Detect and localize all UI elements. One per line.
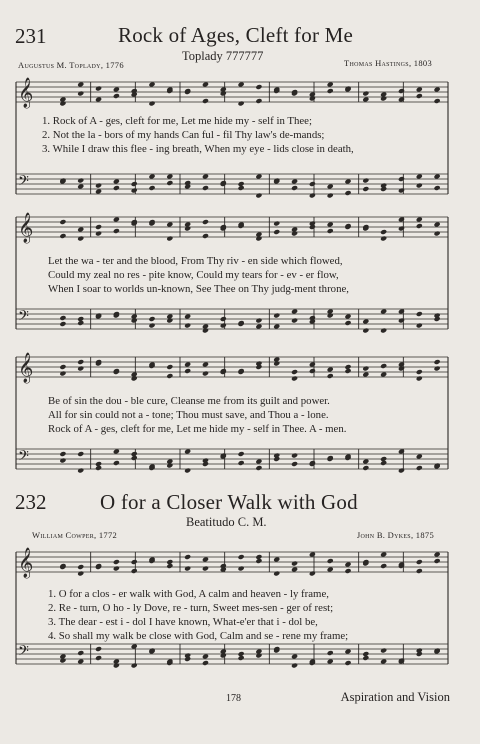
svg-text:𝄢: 𝄢 (18, 173, 29, 193)
lyric-line: 2. Re - turn, O ho - ly Dove, re - turn, Sweet mes-sen - ger of rest; (48, 602, 334, 614)
svg-text:𝄢: 𝄢 (18, 448, 29, 468)
lyric-line: 3. The dear - est i - dol I have known, What-e'er that i - dol be, (48, 616, 318, 628)
lyric-line: Rock of A - ges, cleft for me, Let me hide my - self in Thee. A - men. (48, 423, 347, 435)
lyric-line: When I soar to worlds un-known, See Thee on Thy judg-ment throne, (48, 283, 349, 295)
lyric-line: All for sin could not a - tone; Thou must save, and Thou a - lone. (48, 409, 329, 421)
lyric-line: 2. Not the la - bors of my hands Can ful - fil Thy law's de-mands; (42, 129, 325, 141)
svg-text:𝄞: 𝄞 (18, 353, 34, 383)
hymn-number: 231 (15, 24, 47, 48)
lyric-line: 1. O for a clos - er walk with God, A calm and heaven - ly frame, (48, 588, 329, 600)
music-credit: Thomas Hastings, 1803 (343, 58, 432, 68)
words-credit: Augustus M. Toplady, 1776 (18, 60, 124, 70)
svg-text:𝄞: 𝄞 (18, 78, 34, 108)
music-credit: John B. Dykes, 1875 (356, 530, 434, 540)
hymn-title: Rock of Ages, Cleft for Me (118, 23, 353, 47)
tune-name: Beatitudo C. M. (186, 515, 267, 529)
svg-text:𝄞: 𝄞 (18, 213, 34, 243)
svg-text:𝄢: 𝄢 (18, 643, 29, 663)
lyric-line: Be of sin the dou - ble cure, Cleanse me from its guilt and power. (48, 395, 330, 407)
music-staff (0, 540, 480, 690)
lyric-line: Let the wa - ter and the blood, From Thy riv - en side which flowed, (48, 255, 343, 267)
page-number: 178 (226, 693, 241, 704)
lyric-line: 1. Rock of A - ges, cleft for me, Let me hide my - self in Thee; (42, 115, 312, 127)
svg-text:𝄢: 𝄢 (18, 308, 29, 328)
section-title: Aspiration and Vision (340, 690, 450, 704)
lyric-line: 4. So shall my walk be close with God, Calm and se - rene my frame; (48, 630, 349, 642)
tune-name: Toplady 777777 (182, 49, 264, 63)
svg-text:𝄞: 𝄞 (18, 548, 34, 578)
lyric-line: 3. While I draw this flee - ing breath, When my eye - lids close in death, (42, 143, 354, 155)
lyric-line: Could my zeal no res - pite know, Could my tears for - ev - er flow, (48, 269, 339, 281)
hymn-number: 232 (15, 490, 47, 514)
hymn-title: O for a Closer Walk with God (100, 490, 358, 514)
words-credit: William Cowper, 1772 (32, 530, 118, 540)
